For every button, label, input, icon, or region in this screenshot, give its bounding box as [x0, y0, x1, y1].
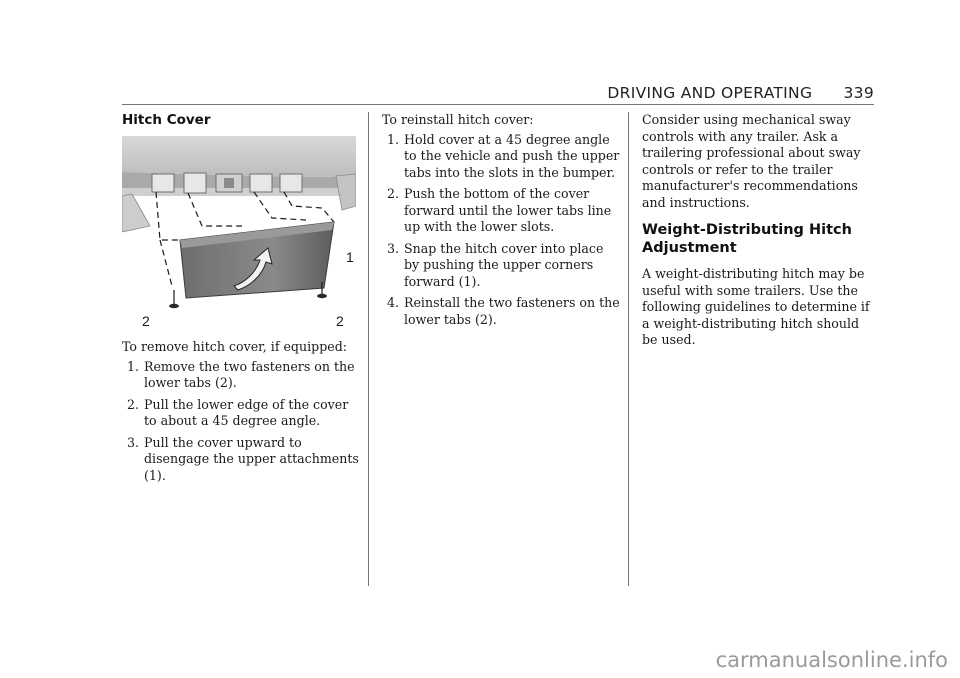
step-text: Pull the lower edge of the cover to about a 45 degree angle. — [144, 396, 349, 428]
step-text: Remove the two fasteners on the lower tabs (2). — [144, 358, 355, 390]
column-3 — [642, 112, 878, 349]
step-number: 3. — [387, 240, 400, 256]
callout-2-right: 2 — [336, 313, 344, 329]
column-1 — [122, 112, 360, 129]
column-2 — [382, 112, 622, 333]
step-text: Reinstall the two fasteners on the lower tabs (2). — [404, 295, 620, 327]
step-number: 1. — [127, 358, 140, 374]
list-item — [387, 186, 622, 236]
reinstall-steps-list — [382, 132, 622, 329]
list-item — [387, 295, 622, 328]
step-number: 1. — [387, 131, 400, 147]
bumper-slot — [184, 173, 206, 193]
watermark-text: carmanualsonline.info — [715, 648, 948, 672]
page-header — [607, 84, 874, 102]
step-text: Pull the cover upward to disengage the upper attachments (1). — [144, 434, 359, 483]
section-heading-hitch-cover: Hitch Cover — [122, 112, 211, 128]
list-item — [127, 397, 360, 430]
column-divider-1 — [368, 112, 369, 586]
list-item — [127, 359, 360, 392]
list-item — [387, 241, 622, 291]
callout-2-left: 2 — [142, 313, 150, 329]
hitch-cover-illustration — [122, 136, 356, 332]
step-text: Push the bottom of the cover forward until the lower tabs line up with the lower slots. — [404, 186, 612, 234]
bumper-slot — [250, 174, 272, 192]
column-divider-2 — [628, 112, 629, 586]
remove-steps-list — [122, 359, 360, 485]
bumper-body — [122, 136, 356, 177]
list-item — [387, 132, 622, 182]
sway-controls-paragraph: Consider using mechanical sway controls with any trailer. Ask a trailering professional about sway controls or refer to the trailer manufacturer's recommendations and instructions. — [642, 112, 861, 210]
step-text: Snap the hitch cover into place by pushing the upper corners forward (1). — [404, 240, 604, 289]
bumper-slot — [280, 174, 302, 192]
reinstall-intro: To reinstall hitch cover: — [382, 112, 534, 127]
callout-1: 1 — [346, 249, 354, 265]
section-heading-weight-distributing: Weight-Distributing Hitch Adjustment — [642, 222, 852, 256]
step-text: Hold cover at a 45 degree angle to the vehicle and push the upper tabs into the slots in the bumper. — [404, 131, 620, 180]
page-number: 339 — [843, 84, 874, 102]
list-item — [127, 435, 360, 485]
bumper-slot — [152, 174, 174, 192]
column-1-text — [122, 339, 360, 489]
step-number: 2. — [387, 186, 400, 201]
step-number: 2. — [127, 396, 140, 412]
weight-distributing-paragraph: A weight-distributing hitch may be useful with some trailers. Use the following guidelines to determine if a weight-distributing hitch should be used. — [642, 266, 870, 347]
section-title: DRIVING AND OPERATING — [607, 84, 813, 102]
remove-intro: To remove hitch cover, if equipped: — [122, 339, 348, 354]
step-number: 4. — [387, 295, 400, 310]
header-rule — [122, 104, 874, 105]
step-number: 3. — [127, 434, 140, 450]
